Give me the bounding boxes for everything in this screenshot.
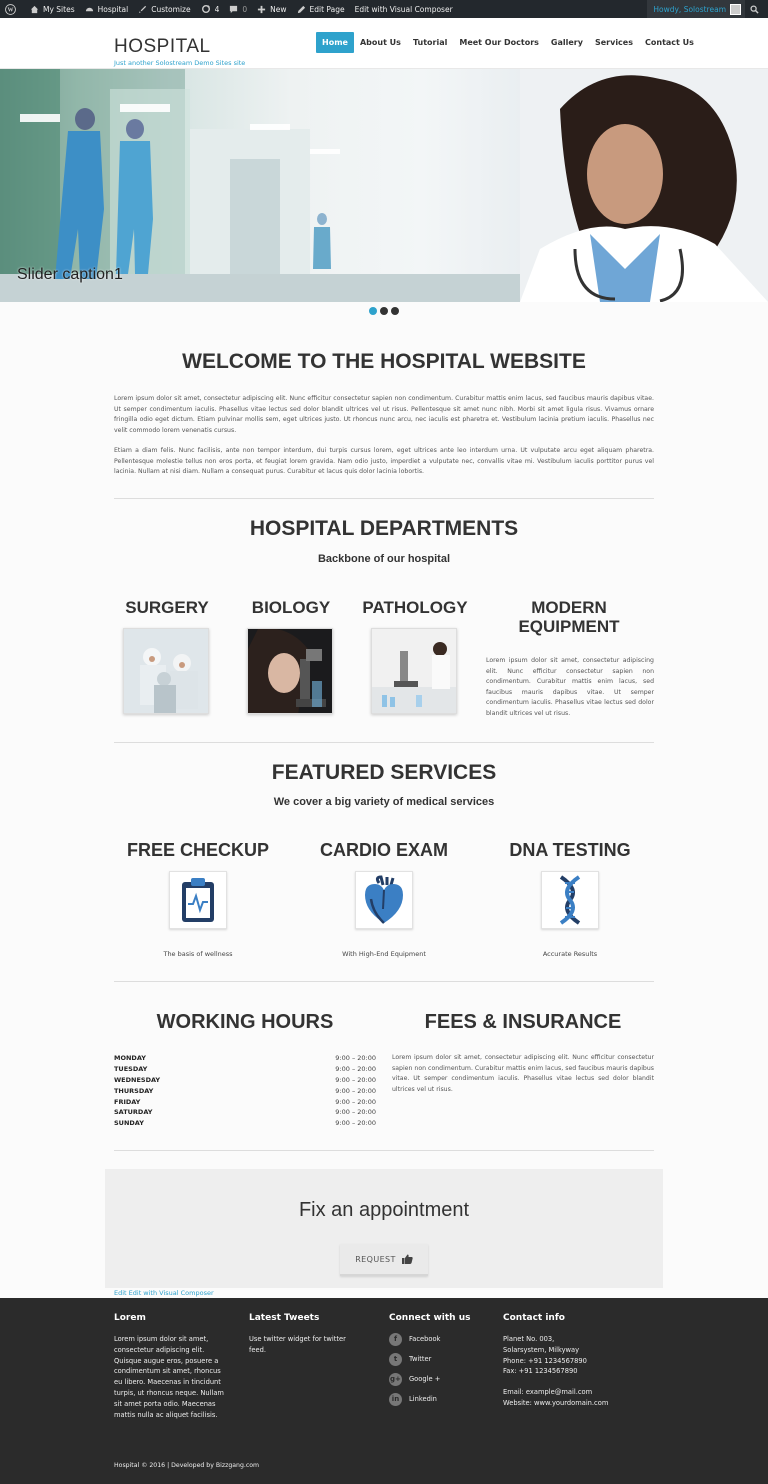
departments-title: HOSPITAL DEPARTMENTS: [249, 517, 519, 540]
divider: [114, 498, 654, 499]
site-tagline: Just another Solostream Demo Sites site: [114, 59, 246, 67]
clipboard-icon-box: [169, 871, 227, 929]
appointment-title: Fix an appointment: [298, 1199, 470, 1221]
hours-day: FRIDAY: [114, 1097, 141, 1106]
hours-row: [114, 1087, 376, 1098]
divider: [114, 1150, 654, 1151]
hours-time: 9:00 – 20:00: [335, 1097, 376, 1106]
my-sites-link[interactable]: [25, 0, 80, 18]
equipment-title-line-1: MODERN: [531, 598, 607, 617]
social-label: Linkedin: [409, 1395, 437, 1403]
departments-subtitle: Backbone of our hospital: [317, 553, 450, 565]
heart-icon: [361, 875, 407, 925]
contact-website: Website: www.yourdomain.com: [503, 1398, 609, 1407]
pencil-icon: [297, 5, 306, 14]
my-sites-label: My Sites: [43, 4, 75, 14]
updates-link[interactable]: [196, 0, 225, 18]
service-title-dna-testing: DNA TESTING: [509, 840, 631, 860]
hours-day: THURSDAY: [114, 1086, 154, 1095]
comment-icon: [229, 5, 238, 14]
footer-text: Use twitter widget for twitter feed.: [249, 1335, 346, 1354]
service-caption-cardio-exam: With High-End Equipment: [342, 950, 426, 958]
customize-link[interactable]: [133, 0, 195, 18]
edit-vc-label: Edit with Visual Composer: [354, 4, 453, 14]
divider: [114, 981, 654, 982]
site-name-link[interactable]: [80, 0, 134, 18]
working-hours-table: [114, 1054, 376, 1130]
footer-heading: Latest Tweets: [249, 1313, 320, 1323]
department-title-pathology: PATHOLOGY: [362, 598, 468, 617]
edit-visual-composer-link[interactable]: [350, 0, 458, 18]
hours-time: 9:00 – 20:00: [335, 1054, 376, 1062]
hours-time: 9:00 – 20:00: [335, 1075, 376, 1084]
pathology-photo: [372, 629, 457, 714]
footer-heading: Connect with us: [389, 1313, 471, 1323]
working-hours-title: WORKING HOURS: [156, 1011, 334, 1033]
slider-dots: [369, 307, 399, 315]
social-facebook-link[interactable]: [389, 1329, 489, 1349]
plus-icon: [257, 5, 266, 14]
footer-col-tweets: [249, 1313, 359, 1356]
services-title: FEATURED SERVICES: [271, 761, 497, 784]
equipment-title: [509, 598, 629, 636]
request-button-label: REQUEST: [355, 1254, 396, 1264]
divider: [114, 742, 654, 743]
site-footer: [0, 1298, 768, 1484]
equipment-title-line-2: EQUIPMENT: [518, 617, 620, 636]
footer-col-connect: [389, 1313, 489, 1409]
biology-image: [247, 628, 333, 714]
edit-page-label: Edit Page: [309, 4, 345, 14]
hours-time: 9:00 – 20:00: [335, 1108, 376, 1117]
account-menu[interactable]: [647, 0, 745, 18]
nav-home[interactable]: Home: [316, 32, 354, 53]
social-label: Facebook: [409, 1335, 441, 1343]
hours-day: MONDAY: [114, 1054, 146, 1062]
nav-tutorial[interactable]: Tutorial: [412, 38, 448, 47]
footer-heading: Lorem: [114, 1313, 146, 1323]
fees-text: Lorem ipsum dolor sit amet, consectetur adipiscing elit. Nunc efficitur consectetur sapien non condimentum. Curabitur mattis enim lacus, sed faucibus mauris dapibus vitae. Ut semper condimentum iaculis. Phasellus vitae lectus sed dolor blandit ultrices vel ut risus.: [392, 1054, 654, 1093]
nav-gallery[interactable]: Gallery: [550, 38, 583, 47]
service-title-cardio-exam: CARDIO EXAM: [319, 840, 448, 860]
main-nav: [316, 32, 700, 53]
house-icon: [30, 5, 39, 14]
social-linkedin-link[interactable]: [389, 1389, 489, 1409]
slider-caption: Slider caption1: [17, 266, 123, 283]
site-name-label: Hospital: [97, 4, 129, 14]
clipboard-icon: [178, 876, 218, 924]
hours-time: 9:00 – 20:00: [335, 1064, 376, 1073]
slider-dot[interactable]: [380, 307, 388, 315]
hours-day: SATURDAY: [114, 1108, 153, 1117]
hours-row: [114, 1054, 376, 1065]
social-label: Twitter: [409, 1355, 432, 1363]
dna-icon-box: [541, 871, 599, 929]
welcome-title: WELCOME TO THE HOSPITAL WEBSITE: [182, 350, 586, 373]
site-title[interactable]: HOSPITAL: [114, 36, 211, 57]
service-title-free-checkup: FREE CHECKUP: [126, 840, 269, 860]
svg-text:W: W: [7, 7, 14, 14]
surgery-photo: [124, 629, 209, 714]
hero-slider[interactable]: [0, 69, 768, 302]
social-twitter-link[interactable]: [389, 1349, 489, 1369]
department-title-biology: BIOLOGY: [251, 598, 331, 617]
hours-day: SUNDAY: [114, 1119, 144, 1128]
hours-row: [114, 1065, 376, 1076]
dna-icon: [555, 875, 585, 925]
hours-time: 9:00 – 20:00: [335, 1086, 376, 1095]
contact-address-2: Solarsystem, Milkyway: [503, 1345, 580, 1354]
welcome-paragraph-1: Lorem ipsum dolor sit amet, consectetur adipiscing elit. Nunc efficitur consectetur sapien non condimentum. Curabitur mattis enim lacus, sed faucibus mauris dapibus vitae. Ut semper condimentum iaculis. Phasellus vitae lectus sed dolor blandit ultrices vel ut risus. Pellentesque sit amet nunc nibh. Morbi sit amet ligula risus. Vivamus ornare fringilla odio eget dictum. Etiam pulvinar mollis sem, eget ultrices justo. Ut rhoncus nunc arcu, nec iaculis est pharetra et. Vestibulum lacinia pretium iaculis. Phasellus nec velit commodo lorem venenatis cursus.: [114, 395, 654, 434]
footer-col-lorem: [114, 1313, 224, 1420]
new-label: New: [270, 4, 287, 14]
hours-row: [114, 1076, 376, 1087]
contact-phone: Phone: +91 1234567890: [503, 1356, 587, 1365]
hours-time: 9:00 – 20:00: [335, 1119, 376, 1128]
footer-col-contact: [503, 1313, 653, 1409]
facebook-icon: f: [389, 1333, 402, 1346]
heart-icon-box: [355, 871, 413, 929]
equipment-text: Lorem ipsum dolor sit amet, consectetur adipiscing elit. Nunc efficitur consectetur sapien non condimentum. Curabitur mattis enim lacus, sed faucibus mauris dapibus vitae. Ut semper condimentum iaculis. Phasellus vitae lectus sed dolor blandit ultrices vel ut risus.: [486, 657, 654, 717]
linkedin-icon: in: [389, 1393, 402, 1406]
edit-page-link[interactable]: [292, 0, 350, 18]
appointment-section: [105, 1169, 663, 1288]
contact-address-1: Planet No. 003,: [503, 1335, 555, 1343]
footer-text: Lorem ipsum dolor sit amet, consectetur adipiscing elit. Quisque augue eros, posuere a condimentum sit amet, rhoncus eu libero. Maecenas in tincidunt turpis, ut rhoncus neque. Nullam sit amet porta odio. Maecenas mattis nulla ac aliquet facilisis.: [114, 1335, 224, 1419]
welcome-paragraph-2: Etiam a diam felis. Nunc facilisis, ante non tempor interdum, dui turpis cursus lorem, eget ultrices ante leo interdum urna. Ut vulputate arcu eget aliquam pharetra. Pellentesque molestie tellus non eros porta, et feugiat lorem gravida. Nam odio justo, imperdiet a vulputate nec, convallis vitae mi. Vestibulum iaculis porttitor purus vel lacinia. Nullam at nisi diam. Nullam a consequat purus. Curabitur et lacus quis dolor lacinia lobortis.: [114, 447, 654, 475]
new-content-link[interactable]: [252, 0, 291, 18]
contact-fax: Fax: +91 1234567890: [503, 1367, 578, 1376]
service-caption-dna-testing: Accurate Results: [542, 950, 598, 958]
brush-icon: [138, 5, 147, 14]
nav-meet-our-doctors[interactable]: Meet Our Doctors: [459, 38, 539, 47]
hours-day: WEDNESDAY: [114, 1075, 161, 1084]
updates-icon: [201, 4, 211, 14]
hours-day: TUESDAY: [114, 1064, 148, 1073]
social-label: Google +: [409, 1375, 441, 1383]
thumbs-up-icon: [402, 1254, 413, 1264]
search-icon: [750, 5, 759, 14]
slider-dot[interactable]: [391, 307, 399, 315]
department-title-surgery: SURGERY: [125, 598, 209, 617]
edit-visual-composer-link[interactable]: Edit Edit with Visual Composer: [114, 1289, 214, 1297]
google-plus-icon: g+: [389, 1373, 402, 1386]
surgery-image: [123, 628, 209, 714]
copyright: Hospital © 2016 | Developed by Bizzgang.com: [114, 1462, 260, 1469]
services-subtitle: We cover a big variety of medical services: [273, 796, 495, 808]
hours-row: [114, 1098, 376, 1109]
dashboard-icon: [85, 5, 94, 14]
nav-contact-us[interactable]: Contact Us: [645, 38, 694, 47]
admin-search-button[interactable]: [745, 0, 768, 18]
slider-dot[interactable]: [369, 307, 377, 315]
customize-label: Customize: [151, 4, 191, 14]
comments-link[interactable]: [224, 0, 252, 18]
pathology-image: [371, 628, 457, 714]
hours-row: [114, 1108, 376, 1119]
service-caption-free-checkup: The basis of wellness: [163, 950, 233, 958]
admin-bar: [0, 0, 768, 18]
fees-title: FEES & INSURANCE: [424, 1011, 622, 1033]
howdy-label: Howdy, Solostream: [653, 4, 726, 14]
hours-row: [114, 1119, 376, 1130]
comments-count: 0: [242, 4, 248, 14]
site-header: [0, 18, 768, 69]
wordpress-icon: [5, 4, 16, 15]
avatar: [730, 4, 741, 15]
updates-count: 4: [214, 4, 220, 14]
biology-photo: [248, 629, 333, 714]
contact-email: Email: example@mail.com: [503, 1388, 593, 1397]
footer-heading: Contact info: [503, 1313, 565, 1323]
wordpress-logo[interactable]: [0, 0, 25, 18]
twitter-icon: t: [389, 1353, 402, 1366]
nav-about-us[interactable]: About Us: [359, 38, 401, 47]
social-google-plus-link[interactable]: [389, 1369, 489, 1389]
nav-services[interactable]: Services: [594, 38, 633, 47]
request-button[interactable]: [340, 1244, 428, 1276]
